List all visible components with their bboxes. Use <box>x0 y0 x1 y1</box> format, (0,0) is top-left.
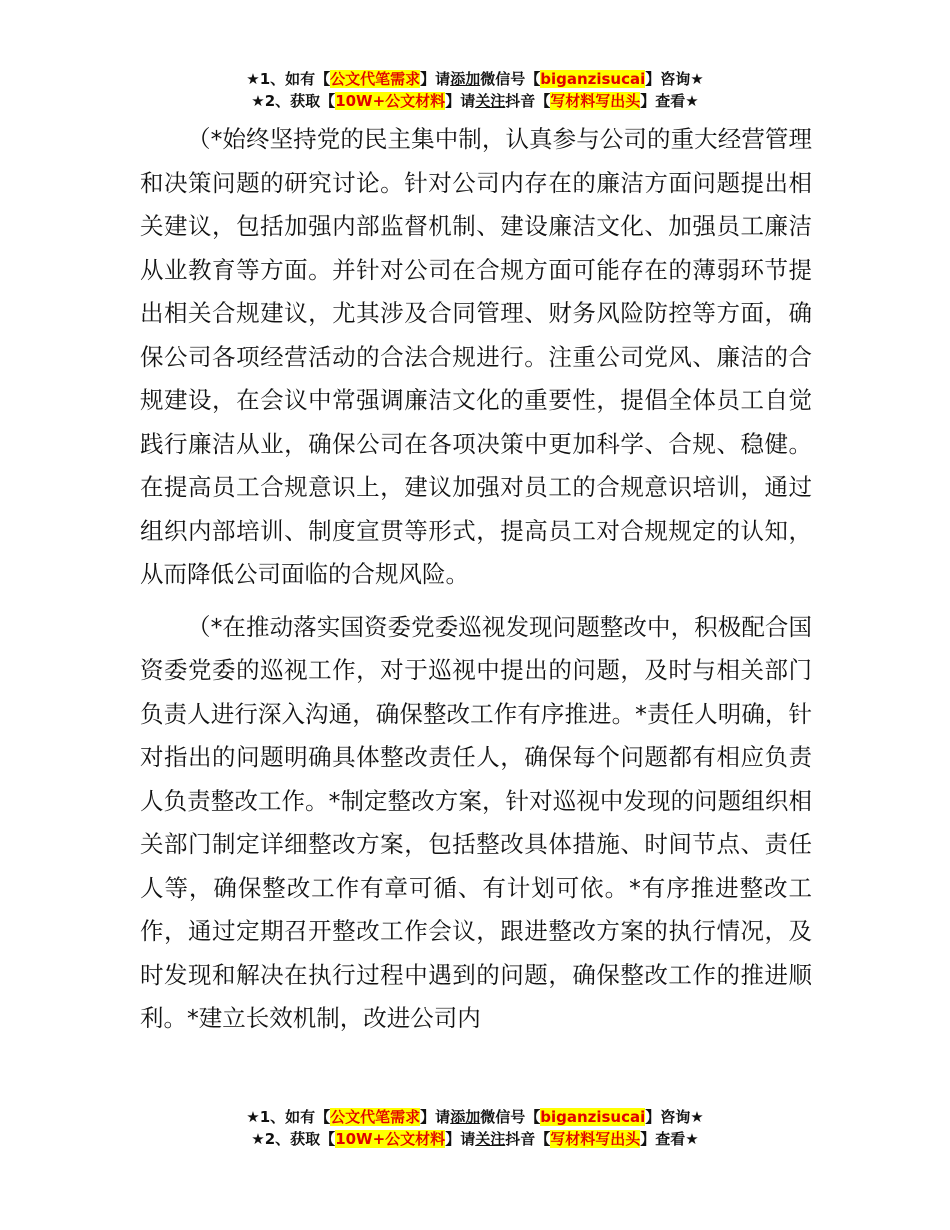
footer-banner <box>0 1106 950 1150</box>
document-body <box>140 118 812 1041</box>
banner-text: 】查看★ <box>640 92 699 110</box>
underlined-text: 添加 <box>450 1108 481 1126</box>
paragraph-2: （*在推动落实国资委党委巡视发现问题整改中，积极配合国资委党委的巡视工作，对于巡视中提出的问题，及时与相关部门负责人进行深入沟通，确保整改工作有序推进。*责任人明确，针对指出的问题明确具体整改责任人，确保每个问题都有相应负责人负责整改工作。*制定整改方案，针对巡视中发现的问题组织相关部门制定详细整改方案，包括整改具体措施、时间节点、责任人等，确保整改工作有章可循、有计划可依。*有序推进整改工作，通过定期召开整改工作会议，跟进整改方案的执行情况，及时发现和解决在执行过程中遇到的问题，确保整改工作的推进顺利。*建立长效机制，改进公司内 <box>140 612 812 1032</box>
header-line-2 <box>0 90 950 112</box>
highlight-text: 10W+公文材料 <box>335 1130 446 1148</box>
star-prefix: ★1、如有【 <box>246 70 331 88</box>
underlined-text: 关注 <box>475 92 506 110</box>
footer-line-2 <box>0 1128 950 1150</box>
star-prefix: ★2、获取【 <box>251 92 336 110</box>
highlight-text: 公文代笔需求 <box>330 1108 421 1126</box>
wechat-id: biganzisucai <box>540 1108 646 1126</box>
douyin-id: 写材料写出头 <box>550 1130 641 1148</box>
footer-line-1 <box>0 1106 950 1128</box>
banner-text: 微信号【 <box>480 70 541 88</box>
banner-text: 】请 <box>445 92 476 110</box>
banner-text: 】咨询★ <box>645 1108 704 1126</box>
douyin-id: 写材料写出头 <box>550 92 641 110</box>
header-line-1 <box>0 68 950 90</box>
header-banner <box>0 68 950 112</box>
star-prefix: ★1、如有【 <box>246 1108 331 1126</box>
highlight-text: 公文代笔需求 <box>330 70 421 88</box>
highlight-text: 10W+公文材料 <box>335 92 446 110</box>
banner-text: 】请 <box>420 70 451 88</box>
banner-text: 抖音【 <box>505 92 551 110</box>
banner-text: 微信号【 <box>480 1108 541 1126</box>
banner-text: 】请 <box>445 1130 476 1148</box>
underlined-text: 关注 <box>475 1130 506 1148</box>
banner-text: 】查看★ <box>640 1130 699 1148</box>
underlined-text: 添加 <box>450 70 481 88</box>
wechat-id: biganzisucai <box>540 70 646 88</box>
banner-text: 抖音【 <box>505 1130 551 1148</box>
paragraph-1: （*始终坚持党的民主集中制，认真参与公司的重大经营管理和决策问题的研究讨论。针对公司内存在的廉洁方面问题提出相关建议，包括加强内部监督机制、建设廉洁文化、加强员工廉洁从业教育等方面。并针对公司在合规方面可能存在的薄弱环节提出相关合规建议，尤其涉及合同管理、财务风险防控等方面，确保公司各项经营活动的合法合规进行。注重公司党风、廉洁的合规建设，在会议中常强调廉洁文化的重要性，提倡全体员工自觉践行廉洁从业，确保公司在各项决策中更加科学、合规、稳健。在提高员工合规意识上，建议加强对员工的合规意识培训，通过组织内部培训、制度宣贯等形式，提高员工对合规规定的认知，从而降低公司面临的合规风险。 <box>140 125 812 588</box>
star-prefix: ★2、获取【 <box>251 1130 336 1148</box>
banner-text: 】请 <box>420 1108 451 1126</box>
banner-text: 】咨询★ <box>645 70 704 88</box>
